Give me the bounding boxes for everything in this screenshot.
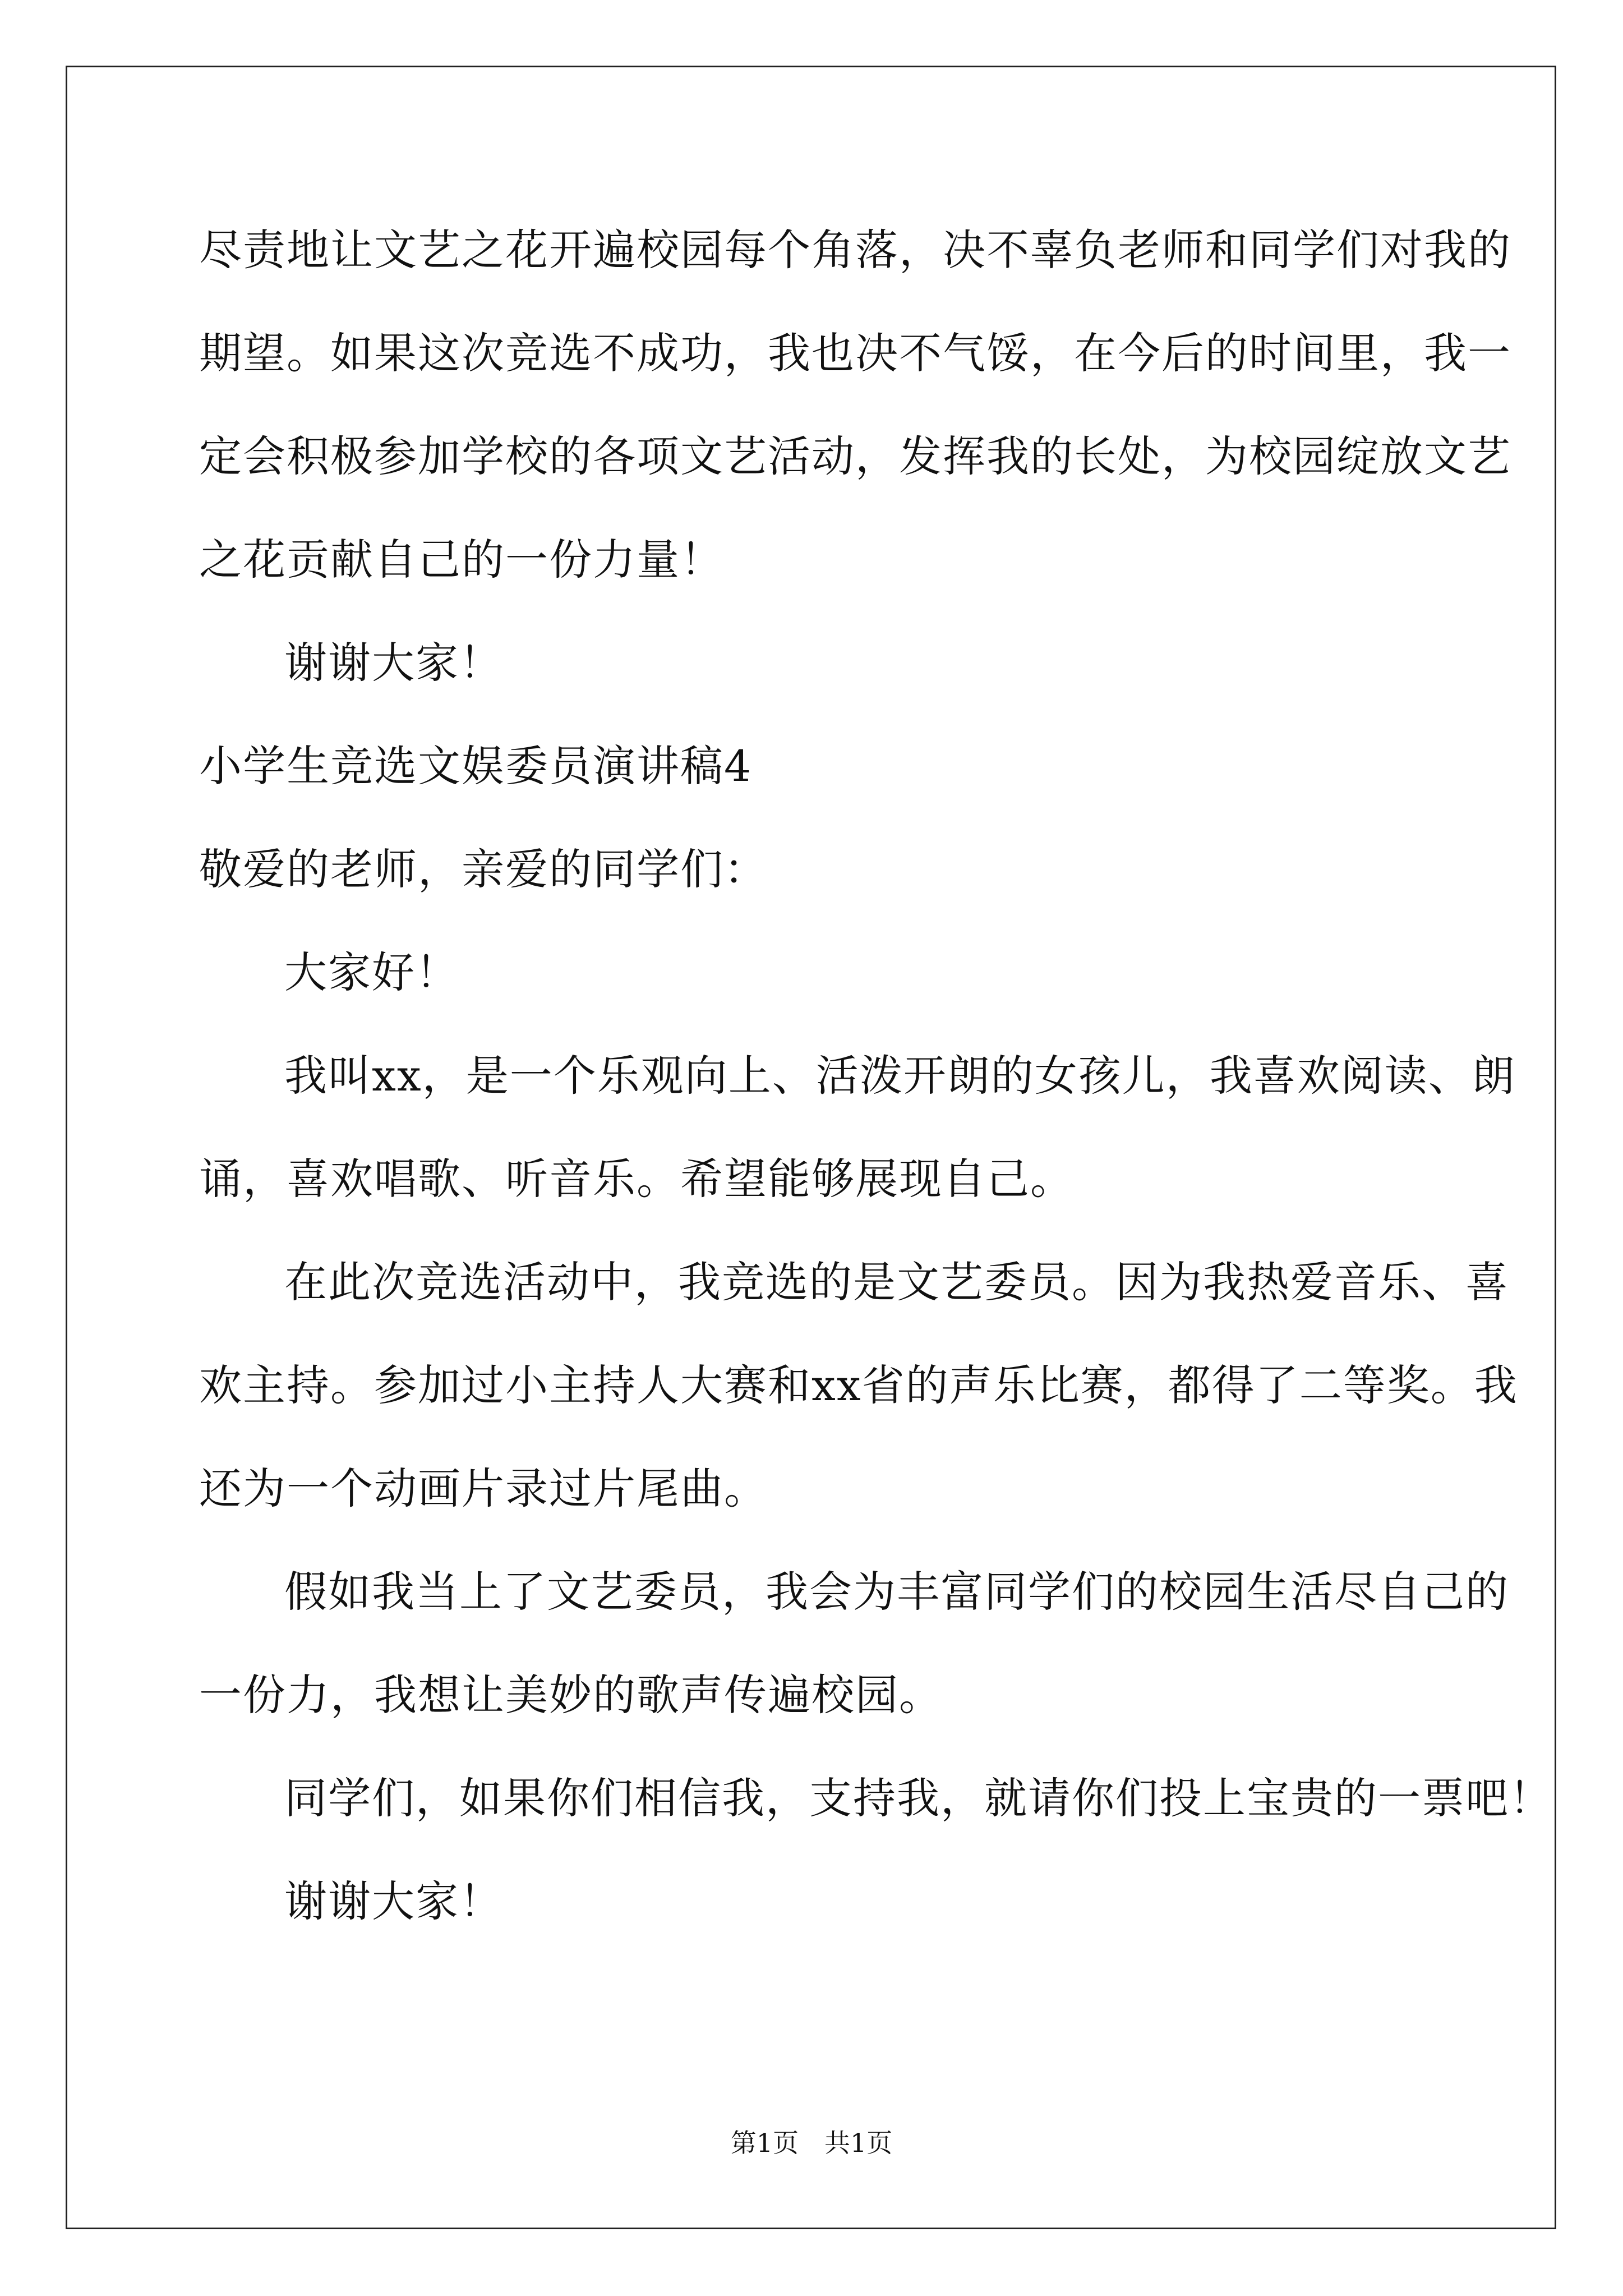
body-line-13: 还为一个动画片录过片尾曲。: [199, 1464, 768, 1513]
body-line-12: 欢主持。参加过小主持人大赛和xx省的声乐比赛，都得了二等奖。我: [199, 1360, 1518, 1410]
body-line-14: 假如我当上了文艺委员，我会为丰富同学们的校园生活尽自己的: [284, 1567, 1509, 1617]
section-title: 小学生竞选文娱委员演讲稿4: [199, 741, 753, 791]
body-line-9: 我叫xx，是一个乐观向上、活泼开朗的女孩儿，我喜欢阅读、朗: [284, 1051, 1516, 1101]
body-line-3: 定会积极参加学校的各项文艺活动，发挥我的长处，为校园绽放文艺: [199, 431, 1511, 481]
body-line-2: 期望。如果这次竞选不成功，我也决不气馁，在今后的时间里，我一: [199, 328, 1511, 378]
closing-thanks-2: 谢谢大家！: [284, 1876, 503, 1926]
body-line-15: 一份力，我想让美妙的歌声传遍校园。: [199, 1670, 943, 1720]
body-line-16: 同学们，如果你们相信我，支持我，就请你们投上宝贵的一票吧！: [284, 1773, 1553, 1823]
body-line-1: 尽责地让文艺之花开遍校园每个角落，决不辜负老师和同学们对我的: [199, 225, 1511, 275]
greeting: 大家好！: [284, 947, 459, 997]
body-line-4: 之花贡献自己的一份力量！: [199, 535, 724, 585]
body-line-10: 诵，喜欢唱歌、听音乐。希望能够展现自己。: [199, 1154, 1074, 1204]
closing-thanks-1: 谢谢大家！: [284, 638, 503, 688]
salutation: 敬爱的老师，亲爱的同学们：: [199, 844, 768, 894]
page-footer: 第1页 共1页: [730, 2128, 893, 2158]
body-line-11: 在此次竞选活动中，我竞选的是文艺委员。因为我热爱音乐、喜: [284, 1257, 1509, 1307]
